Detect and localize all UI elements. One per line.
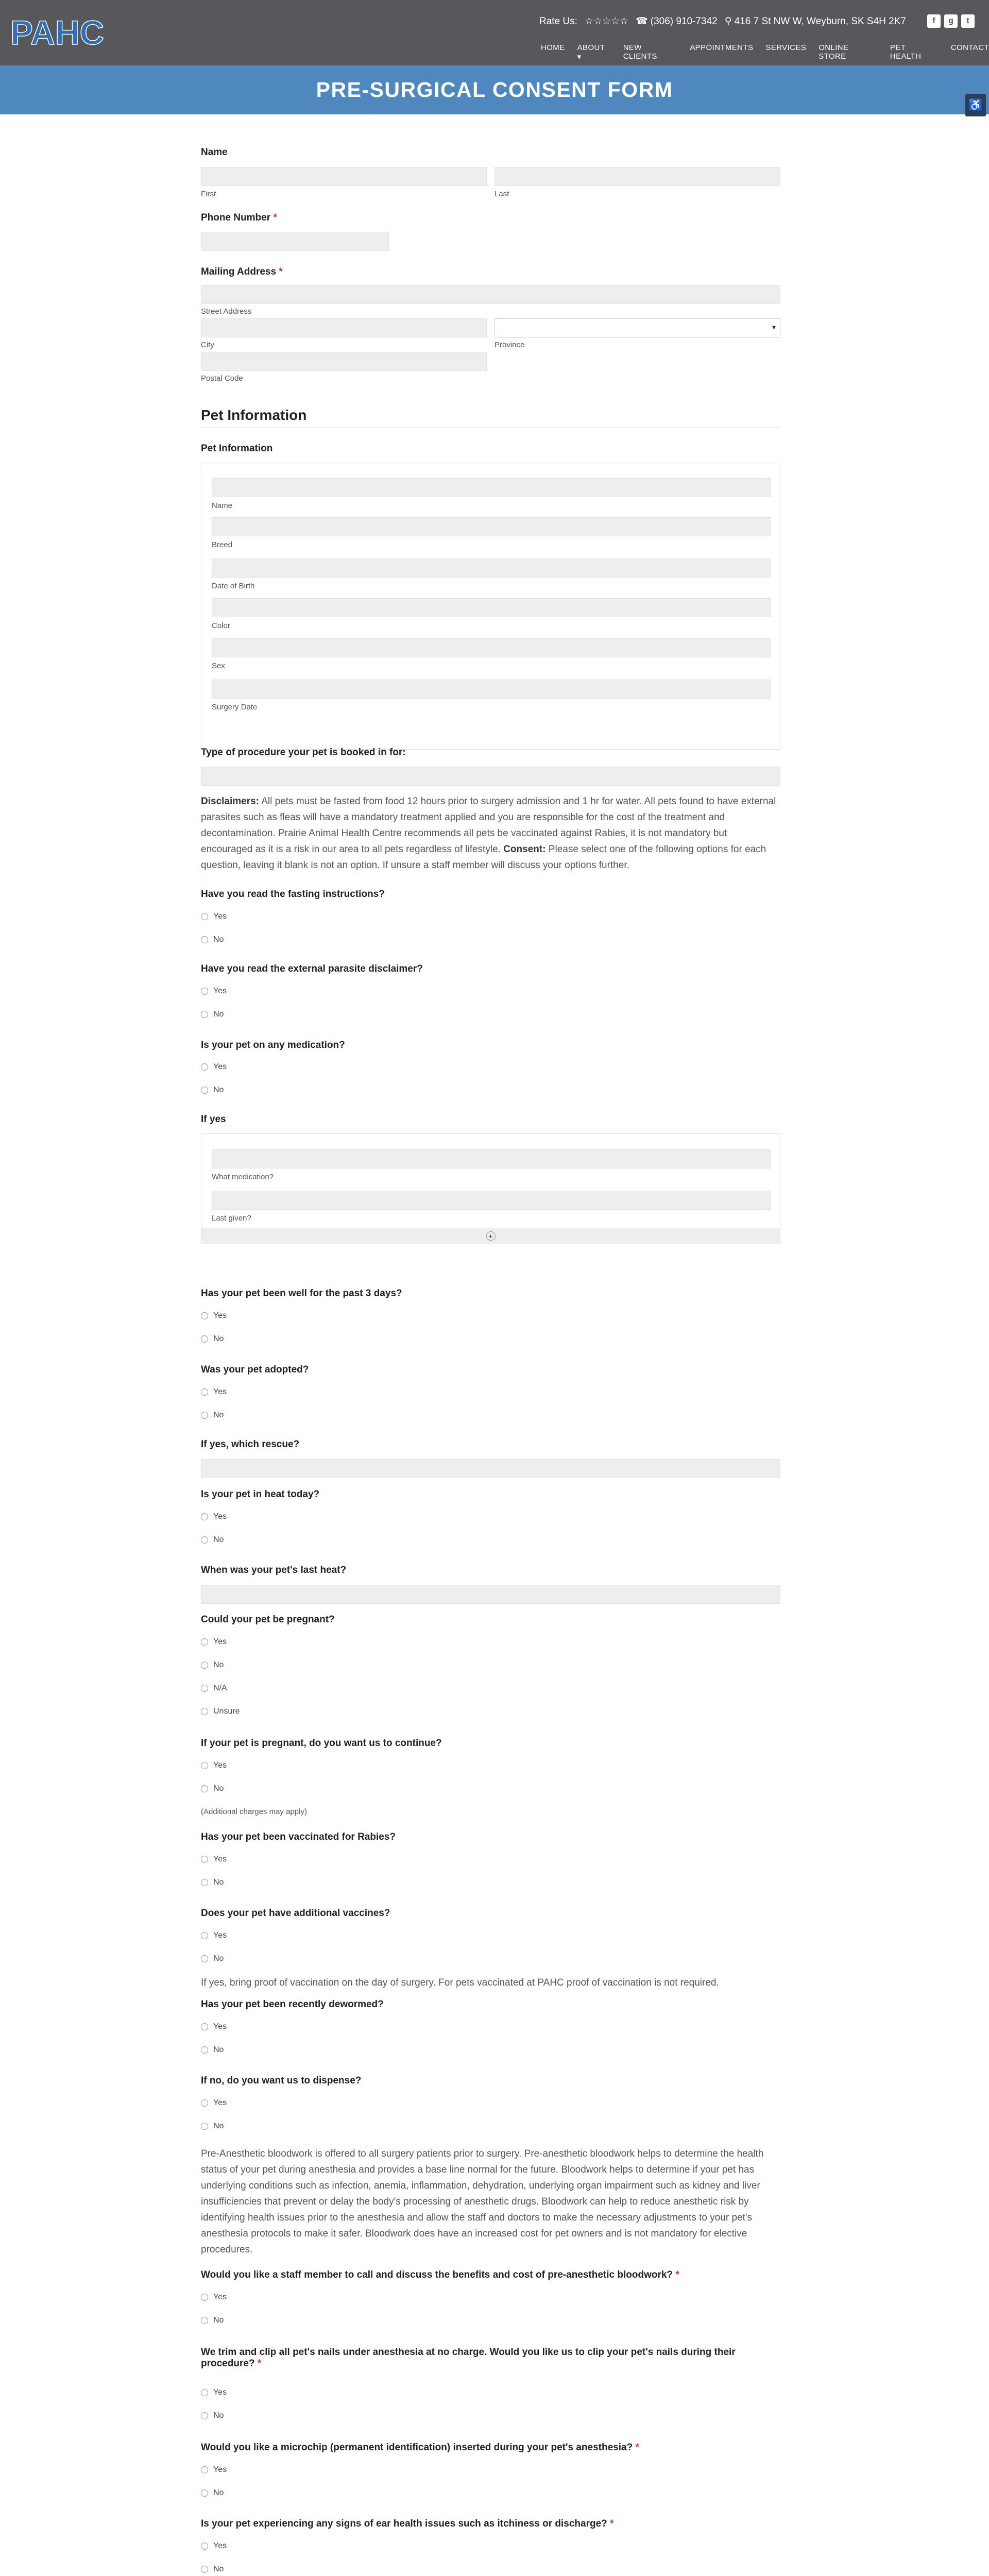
nav-new-clients[interactable]: NEW CLIENTS: [623, 43, 657, 61]
well-no[interactable]: No: [201, 1334, 224, 1344]
medication-box: [201, 1133, 780, 1244]
continue-note: (Additional charges may apply): [201, 1807, 307, 1816]
phone-icon: ☎: [636, 16, 648, 27]
pregnant-na[interactable]: N/A: [201, 1684, 227, 1693]
pet-info-box: [201, 464, 780, 750]
q-ears: Is your pet experiencing any signs of ear health issues such as itchiness or discharge? *: [201, 2518, 614, 2529]
nav-contact[interactable]: CONTACT: [950, 43, 989, 52]
color-sublabel: Color: [212, 621, 230, 630]
adopted-no[interactable]: No: [201, 1411, 224, 1420]
medication-input[interactable]: [212, 1149, 771, 1168]
medication-yes[interactable]: Yes: [201, 1062, 227, 1072]
postal-input[interactable]: [201, 352, 487, 371]
medication-no[interactable]: No: [201, 1086, 224, 1095]
heat-yes[interactable]: Yes: [201, 1512, 227, 1521]
q-addvacc: Does your pet have additional vaccines?: [201, 1908, 390, 1919]
ears-yes[interactable]: Yes: [201, 2541, 227, 2551]
nails-no[interactable]: No: [201, 2411, 224, 2420]
bloodwork-text: Pre-Anesthetic bloodwork is offered to all surgery patients prior to surgery. Pre-anesthetic bloodwork helps to determine the health status of your pet during anesthesia and provides a base line normal for the future. Bloodwork helps to determine if your pet has underlying conditions such as infection, anemia, inflammation, dehydration, underlying organ impairment such as kidney and liver insufficiencies that prevent or delay the body's processing of anesthetic drugs. Bloodwork can help to reduce anesthetic risk by identifying health issues prior to the anesthesia and allow the staff and doctors to make the necessary adjustments to your pet's anesthesia protocols to make it safer. Bloodwork does have an increased cost for pet owners and is not mandatory for elective procedures.: [201, 2148, 764, 2255]
ears-no[interactable]: No: [201, 2565, 224, 2574]
q-bloodwork: Would you like a staff member to call and discuss the benefits and cost of pre-anesthetic bloodwork? *: [201, 2269, 679, 2280]
addvacc-no[interactable]: No: [201, 1954, 224, 1963]
q-nails: We trim and clip all pet's nails under anesthesia at no charge. Would you like us to clip your pet's nails during their procedure? *: [201, 2347, 736, 2369]
pet-name-sublabel: Name: [212, 501, 233, 510]
street-input[interactable]: [201, 285, 780, 304]
street-sublabel: Street Address: [201, 307, 252, 316]
nav-home[interactable]: HOME: [541, 43, 565, 52]
last-sublabel: Last: [494, 190, 509, 198]
continue-no[interactable]: No: [201, 1784, 224, 1793]
medication-sublabel: What medication?: [212, 1173, 274, 1181]
last-given-sublabel: Last given?: [212, 1214, 251, 1223]
first-name-input[interactable]: [201, 167, 487, 186]
lastheat-input[interactable]: [201, 1585, 780, 1604]
surgery-date-sublabel: Surgery Date: [212, 703, 258, 711]
phone-link[interactable]: ☎ (306) 910-7342: [636, 15, 718, 27]
breed-sublabel: Breed: [212, 540, 233, 549]
google-icon[interactable]: g: [944, 14, 958, 28]
parasite-yes[interactable]: Yes: [201, 987, 227, 996]
add-row-button[interactable]: [201, 1228, 780, 1244]
breed-input[interactable]: [212, 517, 771, 536]
deworm-no[interactable]: No: [201, 2045, 224, 2055]
dispense-no[interactable]: No: [201, 2122, 224, 2131]
last-given-input[interactable]: [212, 1191, 771, 1210]
tripadvisor-icon[interactable]: t: [961, 14, 975, 28]
q-fasting: Have you read the fasting instructions?: [201, 889, 385, 900]
rate-us-bar: [539, 15, 906, 27]
dispense-yes[interactable]: Yes: [201, 2098, 227, 2108]
map-pin-icon: ⚲: [724, 16, 732, 27]
vaccination-note: If yes, bring proof of vaccination on the day of surgery. For pets vaccinated at PAHC proof of vaccination is not required.: [201, 1977, 719, 1988]
province-sublabel: Province: [494, 341, 525, 349]
pet-name-input[interactable]: [212, 478, 771, 497]
if-yes-label: If yes: [201, 1114, 226, 1125]
nav-appointments[interactable]: APPOINTMENTS: [690, 43, 754, 52]
nav-services[interactable]: SERVICES: [765, 43, 807, 52]
logo[interactable]: [10, 11, 118, 53]
phone-label: Phone Number *: [201, 212, 277, 223]
plus-icon: +: [486, 1231, 496, 1241]
rating-stars[interactable]: ☆☆☆☆☆: [584, 16, 629, 27]
accessibility-icon[interactable]: ♿: [965, 94, 986, 116]
name-label: Name: [201, 147, 228, 158]
q-parasite: Have you read the external parasite disclaimer?: [201, 963, 423, 974]
q-lastheat: When was your pet's last heat?: [201, 1565, 347, 1575]
chevron-down-icon: ▾: [577, 53, 582, 61]
sex-sublabel: Sex: [212, 662, 225, 670]
procedure-label: Type of procedure your pet is booked in for:: [201, 747, 406, 758]
nav-online-store[interactable]: ONLINE STORE: [819, 43, 849, 61]
q-microchip: Would you like a microchip (permanent identification) inserted during your pet's anesthesia? *: [201, 2442, 639, 2453]
main-nav: [541, 43, 989, 61]
mailing-label: Mailing Address *: [201, 266, 283, 277]
q-dispense: If no, do you want us to dispense?: [201, 2075, 362, 2086]
dob-input[interactable]: [212, 558, 771, 578]
fasting-yes[interactable]: Yes: [201, 912, 227, 921]
bloodwork-no[interactable]: No: [201, 2316, 224, 2325]
facebook-icon[interactable]: f: [927, 14, 941, 28]
bloodwork-yes[interactable]: Yes: [201, 2293, 227, 2302]
fasting-no[interactable]: No: [201, 935, 224, 944]
page-banner: [0, 65, 989, 114]
q-medication: Is your pet on any medication?: [201, 1040, 345, 1050]
addvacc-yes[interactable]: Yes: [201, 1931, 227, 1940]
q-heat: Is your pet in heat today?: [201, 1489, 320, 1500]
q-continue: If your pet is pregnant, do you want us to continue?: [201, 1738, 442, 1749]
nails-yes[interactable]: Yes: [201, 2388, 227, 2397]
pet-info-heading: Pet Information: [201, 407, 780, 428]
city-sublabel: City: [201, 341, 214, 349]
q-adopted: Was your pet adopted?: [201, 1364, 309, 1375]
city-input[interactable]: [201, 318, 487, 337]
well-yes[interactable]: Yes: [201, 1311, 227, 1320]
nav-about[interactable]: ABOUT ▾: [577, 43, 605, 61]
svg-text:PAHC: PAHC: [10, 13, 105, 52]
q-deworm: Has your pet been recently dewormed?: [201, 1999, 384, 2010]
q-well: Has your pet been well for the past 3 days?: [201, 1288, 402, 1299]
adopted-yes[interactable]: Yes: [201, 1387, 227, 1397]
pregnant-no[interactable]: No: [201, 1660, 224, 1670]
rabies-yes[interactable]: Yes: [201, 1855, 227, 1864]
parasite-no[interactable]: No: [201, 1010, 224, 1019]
color-input[interactable]: [212, 598, 771, 617]
province-select[interactable]: [494, 318, 780, 337]
rescue-input[interactable]: [201, 1459, 780, 1478]
rate-us-label: Rate Us:: [539, 15, 577, 27]
q-rabies: Has your pet been vaccinated for Rabies?: [201, 1832, 396, 1842]
chevron-down-icon: ▾: [772, 323, 776, 331]
microchip-no[interactable]: No: [201, 2488, 224, 2498]
pregnant-yes[interactable]: Yes: [201, 1637, 227, 1647]
disclaimer-text: Disclaimers: All pets must be fasted from food 12 hours prior to surgery admission and 1 hr for water. All pets found to have external parasites such as fleas will have a mandatory treatment applied and you are responsible for the cost of the treatment and decontamination. Prairie Animal Health Centre recommends all pets be vaccinated against Rabies, it is not mandatory but encouraged as it is a risk in our area to all pets regardless of lifestyle. Consent: Please select one of the following options for each question, leaving it blank is not an option. If unsure a staff member will discuss your options further.: [201, 796, 776, 871]
q-pregnant: Could your pet be pregnant?: [201, 1614, 335, 1625]
surgery-date-input[interactable]: [212, 680, 771, 699]
heat-no[interactable]: No: [201, 1535, 224, 1545]
page-title: PRE-SURGICAL CONSENT FORM: [316, 78, 673, 101]
pregnant-unsure[interactable]: Unsure: [201, 1707, 240, 1716]
pet-info-sublabel: Pet Information: [201, 443, 273, 454]
address-link[interactable]: ⚲ 416 7 St NW W, Weyburn, SK S4H 2K7: [724, 15, 906, 27]
q-rescue: If yes, which rescue?: [201, 1439, 300, 1450]
rabies-no[interactable]: No: [201, 1878, 224, 1887]
site-header: [0, 0, 989, 65]
dob-sublabel: Date of Birth: [212, 582, 255, 590]
procedure-input[interactable]: [201, 767, 780, 786]
first-sublabel: First: [201, 190, 216, 198]
sex-input[interactable]: [212, 638, 771, 657]
last-name-input[interactable]: [494, 167, 780, 186]
deworm-yes[interactable]: Yes: [201, 2022, 227, 2031]
continue-yes[interactable]: Yes: [201, 1761, 227, 1770]
social-icons: [927, 14, 975, 28]
microchip-yes[interactable]: Yes: [201, 2465, 227, 2475]
phone-input[interactable]: [201, 232, 389, 251]
postal-sublabel: Postal Code: [201, 374, 243, 383]
nav-pet-health[interactable]: PET HEALTH: [890, 43, 922, 61]
